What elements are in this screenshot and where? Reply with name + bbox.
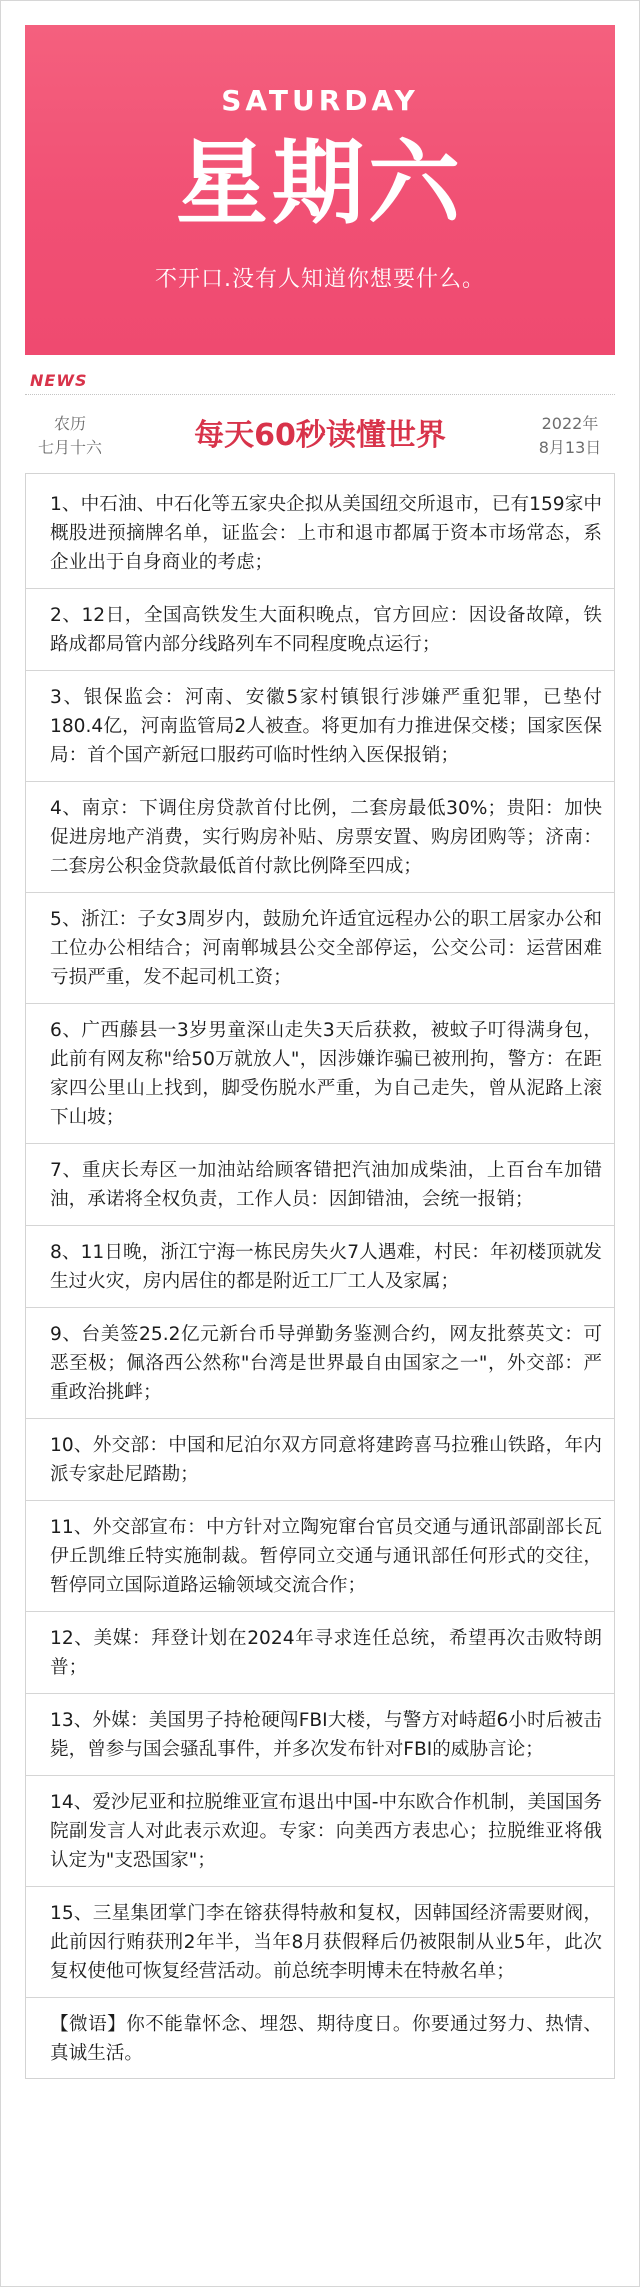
divider [26, 1500, 614, 1501]
divider [26, 588, 614, 589]
divider [26, 670, 614, 671]
banner-day-chinese: 星期六 [175, 129, 464, 237]
news-item-6: 6、广西藤县一3岁男童深山走失3天后获救，被蚊子叮得满身包，此前有网友称"给50万就放人"，因涉嫌诈骗已被刑拘，警方：在距家四公里山上找到，脚受伤脱水严重，为自己走失，曾从泥路上滚下山坡； [50, 1020, 602, 1128]
news-item-4: 4、南京：下调住房贷款首付比例，二套房最低30%；贵阳：加快促进房地产消费，实行购房补贴、房票安置、购房团购等；济南：二套房公积金贷款最低首付款比例降至四成； [50, 798, 602, 877]
news-item-2: 2、12日，全国高铁发生大面积晚点，官方回应：因设备故障，铁路成都局管内部分线路列车不同程度晚点运行； [50, 605, 602, 655]
news-divider [25, 394, 615, 395]
news-item-13: 13、外媒：美国男子持枪硬闯FBI大楼，与警方对峙超6小时后被击毙，曾参与国会骚乱事件，并多次发布针对FBI的威胁言论； [50, 1710, 602, 1760]
news-item-7: 7、重庆长寿区一加油站给顾客错把汽油加成柴油，上百台车加错油，承诺将全权负责，工作人员：因卸错油，会统一报销； [50, 1160, 602, 1210]
banner-tagline: 不开口.没有人知道你想要什么。 [155, 267, 485, 292]
divider [26, 1997, 614, 1998]
news-item-12: 12、美媒：拜登计划在2024年寻求连任总统，希望再次击败特朗普； [50, 1628, 602, 1678]
news-label: NEWS [30, 371, 88, 390]
divider [26, 1693, 614, 1694]
news-item-9: 9、台美签25.2亿元新台币导弹勤务鉴测合约，网友批蔡英文：可恶至极；佩洛西公然称"台湾是世界最自由国家之一"，外交部：严重政治挑衅； [50, 1324, 602, 1403]
divider [26, 1225, 614, 1226]
lunar-date-line2: 七月十六 [37, 438, 102, 457]
divider [26, 1775, 614, 1776]
news-item-10: 10、外交部：中国和尼泊尔双方同意将建跨喜马拉雅山铁路，年内派专家赴尼踏勘； [50, 1435, 602, 1485]
news-item-14: 14、爱沙尼亚和拉脱维亚宣布退出中国-中东欧合作机制，美国国务院副发言人对此表示欢迎。专家：向美西方表忠心；拉脱维亚将俄认定为"支恐国家"； [50, 1792, 602, 1871]
divider [26, 1143, 614, 1144]
news-item-11: 11、外交部宣布：中方针对立陶宛窜台官员交通与通讯部副部长瓦伊丘凯维丘特实施制裁。暂停同立交通与通讯部任何形式的交往，暂停同立国际道路运输领域交流合作； [50, 1517, 602, 1596]
banner-day-english: SATURDAY [221, 84, 419, 117]
lunar-date-line1: 农历 [53, 414, 86, 433]
news-item-3: 3、银保监会：河南、安徽5家村镇银行涉嫌严重犯罪，已垫付180.4亿，河南监管局2人被查。将更加有力推进保交楼；国家医保局：首个国产新冠口服药可临时性纳入医保报销； [50, 687, 602, 766]
divider [26, 1886, 614, 1887]
solar-date-line2: 8月13日 [538, 438, 602, 457]
divider [26, 1307, 614, 1308]
divider [26, 1418, 614, 1419]
solar-date [525, 412, 615, 460]
news-list [25, 473, 615, 2079]
divider [26, 892, 614, 893]
news-item-5: 5、浙江：子女3周岁内，鼓励允许适宜远程办公的职工居家办公和工位办公相结合；河南郸城县公交全部停运，公交公司：运营困难亏损严重，发不起司机工资； [50, 909, 602, 988]
divider [26, 781, 614, 782]
day-banner [25, 25, 615, 355]
lunar-date [25, 412, 115, 460]
page-title: 每天60秒读懂世界 [194, 418, 446, 453]
news-item-15: 15、三星集团掌门李在镕获得特赦和复权，因韩国经济需要财阀，此前因行贿获刑2年半，当年8月获假释后仍被限制从业5年，此次复权使他可恢复经营活动。前总统李明博未在特赦名单； [50, 1903, 602, 1982]
divider [26, 1003, 614, 1004]
news-item-8: 8、11日晚，浙江宁海一栋民房失火7人遇难，村民：年初楼顶就发生过火灾，房内居住的都是附近工厂工人及家属； [50, 1242, 602, 1292]
divider [26, 1611, 614, 1612]
news-item-1: 1、中石油、中石化等五家央企拟从美国纽交所退市，已有159家中概股进预摘牌名单，证监会：上市和退市都属于资本市场常态，系企业出于自身商业的考虑； [50, 494, 602, 573]
daily-quote: 【微语】你不能靠怀念、埋怨、期待度日。你要通过努力、热情、真诚生活。 [50, 2014, 602, 2064]
solar-date-line1: 2022年 [541, 414, 599, 433]
